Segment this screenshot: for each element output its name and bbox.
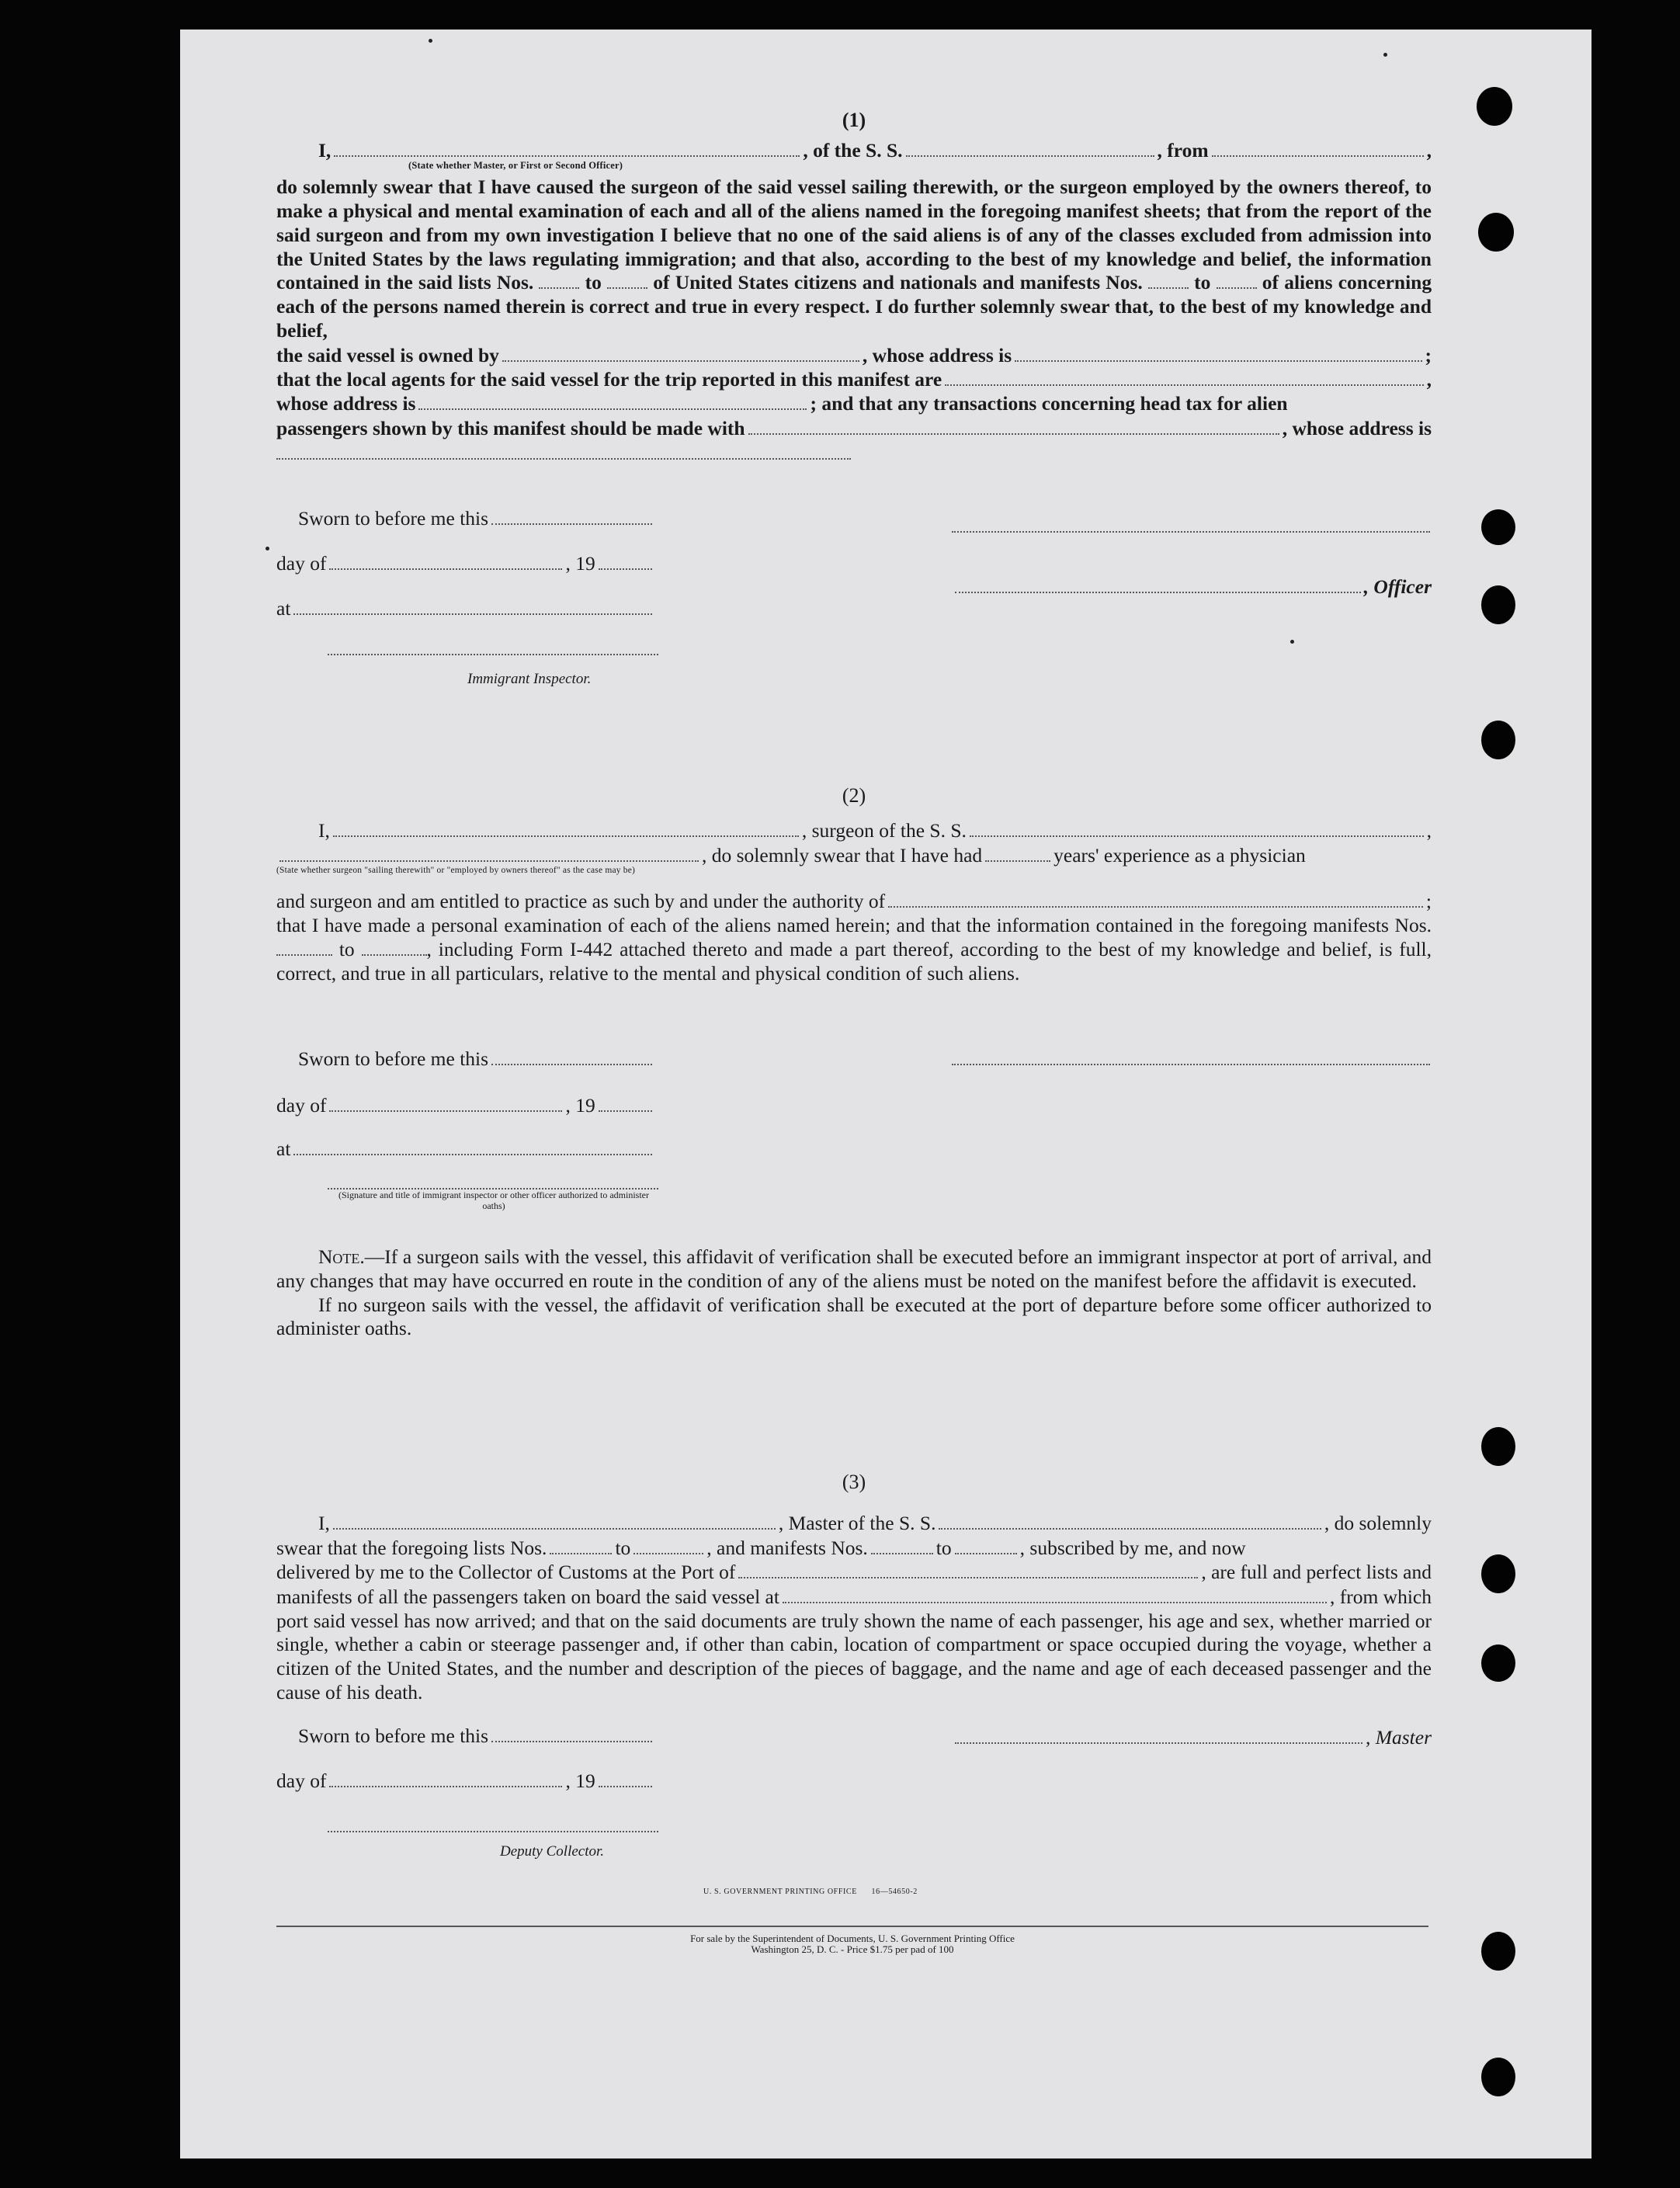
punch-hole bbox=[1481, 509, 1515, 545]
master-signature-field[interactable] bbox=[955, 1725, 1362, 1744]
s1-whose-address-end: , whose address is bbox=[1282, 416, 1432, 439]
s2-body bbox=[276, 914, 1432, 985]
manifests-to-field[interactable] bbox=[1217, 272, 1257, 289]
footer-sale bbox=[276, 1933, 1428, 1955]
section-3-number: (3) bbox=[842, 1471, 866, 1493]
s2-manifests-from-field[interactable] bbox=[276, 939, 332, 956]
s1-owned-by: the said vessel is owned by bbox=[276, 343, 499, 366]
master-name-field[interactable] bbox=[333, 1512, 776, 1530]
head-tax-address-field[interactable] bbox=[276, 441, 851, 460]
s2-foregoing: foregoing manifests Nos. bbox=[1230, 914, 1432, 937]
speck bbox=[1383, 53, 1387, 57]
s1-agents-line: that the local agents for the said vessel for the trip reported in this manifest are , bbox=[276, 367, 1432, 391]
s2-swear-had: , do solemnly swear that I have had bbox=[702, 843, 983, 867]
s2-day-of: day of bbox=[276, 1093, 327, 1117]
s2-note bbox=[276, 1245, 1432, 1341]
s3-sworn-date-field[interactable] bbox=[491, 1724, 652, 1742]
s3-master-of-ss: , Master of the S. S. bbox=[778, 1512, 936, 1535]
officer-rank-field[interactable] bbox=[334, 139, 800, 158]
s1-body-a: do solemnly swear that I have caused the surgeon of the said vessel sailing therewith, or the surgeon employed by the owners thereof, to make a physical and mental examination of each and all of the aliens named in the foregoing manifest sheets; that from the report of the said surgeon and from my own investigation I believe that no one of the said aliens is of any of the classes excluded from admission into the United States by the laws regulating immigration; and that also, according to the best of my knowledge and belief, the information contained in the said lists Nos. bbox=[276, 175, 1432, 294]
form-content bbox=[276, 109, 1432, 1896]
s3-day-block bbox=[276, 1769, 655, 1793]
footer-rule bbox=[276, 1926, 1428, 1927]
s3-line-2 bbox=[276, 1536, 1432, 1560]
footer-sale-1: For sale by the Superintendent of Documents, U. S. Government Printing Office bbox=[690, 1933, 1015, 1944]
s3-sworn-block bbox=[298, 1724, 655, 1748]
s1-local-agents: that the local agents for the said vessel for the trip reported in this manifest are bbox=[276, 367, 942, 391]
s3-swear-lists: swear that the foregoing lists Nos. bbox=[276, 1536, 547, 1559]
s2-sworn-block bbox=[298, 1047, 655, 1071]
section-1-number: (1) bbox=[842, 109, 866, 131]
s3-manifests-from-field[interactable] bbox=[871, 1536, 933, 1554]
surgeon-status-field[interactable] bbox=[279, 843, 699, 862]
s3-day-of: day of bbox=[276, 1769, 327, 1792]
s3-year-field[interactable] bbox=[599, 1769, 652, 1787]
s2-sworn: Sworn to before me this bbox=[298, 1047, 489, 1070]
s2-manifests-to-field[interactable] bbox=[362, 939, 427, 956]
s1-i: I, bbox=[318, 139, 331, 162]
port-field[interactable] bbox=[738, 1561, 1198, 1579]
inspector-label: Immigrant Inspector. bbox=[467, 671, 592, 687]
s1-passengers-shown: passengers shown by this manifest should be made with bbox=[276, 416, 745, 439]
s1-sworn-date-field[interactable] bbox=[491, 506, 652, 525]
s3-to: to bbox=[935, 1536, 952, 1559]
note-1-text: —If a surgeon sails with the vessel, this affidavit of verification shall be executed before an immigrant inspector at port of arrival, and any changes that may have occurred en route in the condition of any of the aliens must be noted on the manifest before the affidavit is executed. bbox=[276, 1245, 1432, 1292]
section-3 bbox=[276, 1471, 1432, 1705]
section-2-number: (2) bbox=[842, 784, 866, 807]
s1-at-block bbox=[276, 596, 655, 620]
punch-hole bbox=[1481, 721, 1515, 759]
s1-at: at bbox=[276, 596, 291, 620]
s2-body-b: , including Form I-442 attached thereto and made a part thereof, according to the best of my knowledge and belief, is full, correct, and true in all particulars, relative to the mental and physical condition of such aliens. bbox=[276, 938, 1432, 985]
s1-of-ss: , of the S. S. bbox=[803, 139, 903, 162]
s1-year: , 19 bbox=[565, 551, 595, 575]
punch-hole bbox=[1481, 1554, 1515, 1593]
punch-hole bbox=[1481, 585, 1515, 624]
s2-sworn-date-field[interactable] bbox=[491, 1047, 652, 1065]
s2-year: , 19 bbox=[565, 1093, 595, 1117]
s1-at-field[interactable] bbox=[293, 596, 652, 615]
s3-line-4 bbox=[276, 1585, 1432, 1609]
s2-body-a: that I have made a personal examination of each of the aliens named herein; and that the information contained in the bbox=[276, 914, 1224, 937]
s1-body-c: of aliens concerning each of the persons named therein is correct and true in every respect. I do further solemnly swear that, to the best of my knowledge and belief, bbox=[276, 271, 1432, 342]
lists-from-field[interactable] bbox=[539, 272, 579, 289]
surgeon-signature-field[interactable] bbox=[952, 1056, 1430, 1065]
s1-extra-line[interactable] bbox=[952, 523, 1430, 533]
surgeon-name-field[interactable] bbox=[333, 819, 799, 838]
s1-rank-caption: (State whether Master, or First or Second Officer) bbox=[408, 160, 623, 172]
s1-whose-address: , whose address is bbox=[862, 343, 1012, 366]
s2-authority: and surgeon and am entitled to practice as such by and under the authority of bbox=[276, 890, 886, 913]
s3-and-manifests: , and manifests Nos. bbox=[706, 1536, 868, 1559]
deputy-label: Deputy Collector. bbox=[500, 1843, 605, 1860]
s3-year: , 19 bbox=[565, 1769, 595, 1792]
punch-hole bbox=[1481, 2058, 1515, 2096]
s2-i: I, bbox=[318, 819, 330, 842]
s2-month-field[interactable] bbox=[329, 1093, 562, 1112]
s1-owned-line: the said vessel is owned by , whose address is ; bbox=[276, 343, 1432, 366]
vessel-name-field[interactable] bbox=[906, 139, 1154, 158]
s1-head-tax: ; and that any transactions concerning head tax for alien bbox=[810, 392, 1288, 415]
punch-hole bbox=[1481, 1932, 1515, 1971]
s3-sworn: Sworn to before me this bbox=[298, 1724, 489, 1747]
inspector-signature-field[interactable] bbox=[328, 644, 658, 655]
s2-to: to bbox=[338, 938, 355, 960]
s2-status-caption: (State whether surgeon "sailing therewith" or "employed by owners thereof" as the case may be) bbox=[276, 865, 636, 875]
owner-address-field[interactable] bbox=[1015, 343, 1421, 362]
s3-i: I, bbox=[318, 1512, 330, 1535]
s1-sworn: Sworn to before me this bbox=[298, 506, 489, 530]
note-label: Note. bbox=[318, 1245, 365, 1268]
s1-body-b: of United States citizens and nationals and manifests Nos. bbox=[653, 271, 1143, 294]
s3-manifests-to-field[interactable] bbox=[955, 1536, 1017, 1554]
s1-day-of: day of bbox=[276, 551, 327, 575]
punch-hole bbox=[1481, 1427, 1515, 1466]
officer-label: , Officer bbox=[1363, 575, 1432, 598]
s2-day-block bbox=[276, 1093, 655, 1117]
agents-field[interactable] bbox=[945, 367, 1423, 386]
s3-line-3 bbox=[276, 1561, 1432, 1585]
officer-signature-field[interactable] bbox=[955, 575, 1361, 593]
s1-head-tax-line bbox=[276, 416, 1432, 440]
s2-at-block bbox=[276, 1137, 655, 1161]
embark-port-field[interactable] bbox=[783, 1585, 1327, 1603]
lists-to-field[interactable] bbox=[607, 272, 647, 289]
note-2: If no surgeon sails with the vessel, the affidavit of verification shall be executed at the port of departure before some officer authorized to administer oaths. bbox=[276, 1293, 1432, 1340]
s3-lists-from-field[interactable] bbox=[550, 1536, 612, 1554]
deputy-signature-field[interactable] bbox=[328, 1822, 658, 1832]
s3-subscribed: , subscribed by me, and now bbox=[1019, 1536, 1246, 1559]
footer-sale-2: Washington 25, D. C. - Price $1.75 per pad of 100 bbox=[751, 1943, 954, 1955]
punch-hole bbox=[1477, 87, 1512, 126]
years-experience-field[interactable] bbox=[985, 843, 1050, 862]
agent-address-field[interactable] bbox=[418, 392, 807, 411]
s1-line-1: I, , of the S. S. , from , bbox=[318, 139, 1432, 162]
s1-body bbox=[276, 175, 1432, 343]
s3-month-field[interactable] bbox=[329, 1769, 562, 1787]
s3-vessel-field[interactable] bbox=[939, 1512, 1321, 1530]
s1-sworn-block bbox=[298, 506, 655, 530]
speck bbox=[1290, 640, 1294, 644]
s2-line-1: I, , surgeon of the S. S. , bbox=[318, 819, 1432, 842]
speck bbox=[266, 547, 269, 550]
s1-year-field[interactable] bbox=[599, 551, 652, 570]
from-port-field[interactable] bbox=[1212, 139, 1424, 158]
s1-month-field[interactable] bbox=[329, 551, 562, 570]
s2-at: at bbox=[276, 1137, 291, 1160]
s3-to: to bbox=[615, 1536, 631, 1559]
s3-delivered: delivered by me to the Collector of Customs at the Port of bbox=[276, 1561, 736, 1584]
s2-sig-caption: (Signature and title of immigrant inspector or other officer authorized to administer oaths) bbox=[338, 1190, 649, 1211]
s2-year-field[interactable] bbox=[599, 1093, 652, 1112]
master-block bbox=[952, 1725, 1432, 1749]
s3-full-perfect: , are full and perfect lists and bbox=[1201, 1561, 1432, 1584]
s2-at-field[interactable] bbox=[293, 1137, 652, 1155]
authority-field[interactable] bbox=[888, 890, 1423, 908]
s1-whose-address-is: whose address is bbox=[276, 392, 416, 415]
s2-authority-line: and surgeon and am entitled to practice as such by and under the authority of ; bbox=[276, 890, 1432, 913]
manifests-from-field[interactable] bbox=[1148, 272, 1189, 289]
note-1 bbox=[276, 1245, 1432, 1294]
section-2 bbox=[276, 784, 1432, 986]
punch-hole bbox=[1478, 213, 1514, 252]
head-tax-contact-field[interactable] bbox=[748, 416, 1279, 435]
s3-line-1 bbox=[276, 1512, 1432, 1536]
s2-years-exp: years' experience as a physician bbox=[1053, 843, 1306, 867]
s2-vessel-field[interactable] bbox=[970, 819, 1424, 838]
speck bbox=[429, 39, 432, 43]
s1-agent-address-line bbox=[276, 392, 1432, 416]
s3-lists-to-field[interactable] bbox=[633, 1536, 703, 1554]
s3-manifests-all: manifests of all the passengers taken on board the said vessel at bbox=[276, 1585, 779, 1608]
s1-to: to bbox=[1194, 271, 1211, 294]
s2-surgeon-of-ss: , surgeon of the S. S. bbox=[801, 819, 967, 842]
gpo-imprint: U. S. GOVERNMENT PRINTING OFFICE 16—54650-2 bbox=[703, 1888, 918, 1896]
s3-do-solemnly: , do solemnly bbox=[1324, 1512, 1432, 1535]
master-label: , Master bbox=[1366, 1725, 1432, 1749]
s1-day-block bbox=[276, 551, 655, 575]
s2-officer-signature-field[interactable] bbox=[328, 1180, 658, 1190]
punch-hole bbox=[1481, 1644, 1515, 1682]
s1-to: to bbox=[585, 271, 602, 294]
officer-block bbox=[952, 575, 1432, 599]
s1-from: , from bbox=[1157, 139, 1209, 162]
s3-body: port said vessel has now arrived; and that on the said documents are truly shown the name of each passenger, his age and sex, whether married or single, whether a cabin or steerage passenger and, if other than cabin, location of compartment or space occupied during the voyage, whether a citizen of the United States, and the number and description of the pieces of baggage, and the name and age of each deceased passenger and the cause of his death. bbox=[276, 1609, 1432, 1704]
owner-field[interactable] bbox=[502, 343, 859, 362]
s3-from-which: , from which bbox=[1329, 1585, 1432, 1608]
